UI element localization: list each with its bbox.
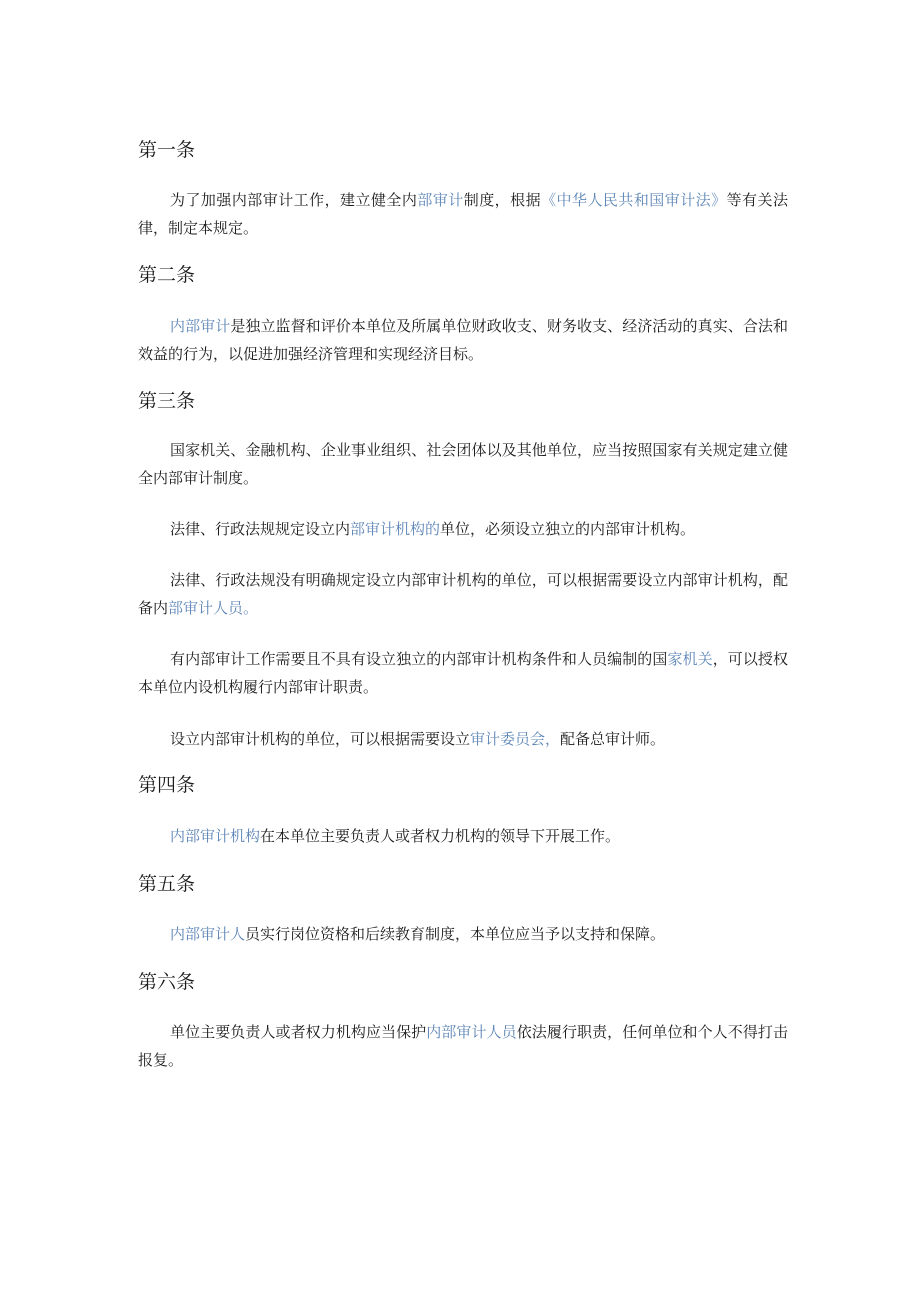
paragraph-text: 等有关法律，制定本规定。: [138, 191, 788, 237]
article-heading-2: 第二条: [138, 264, 196, 286]
paragraph-text: 单位，必须设立独立的内部审计机构。: [440, 520, 696, 538]
highlighted-term-link[interactable]: 《中华人民共和国审计法》: [541, 191, 727, 209]
article-1-paragraph-1: [138, 186, 788, 242]
paragraph-text: 国家机关、金融机构、企业事业组织、社会团体以及其他单位，应当按照国家有关规定建立健全内部审计制度。: [138, 441, 788, 487]
paragraph-text: 法律、行政法规规定设立内: [170, 520, 351, 538]
article-5-paragraph-1: [138, 920, 788, 948]
paragraph-text: 单位主要负责人或者权力机构应当保护: [170, 1023, 427, 1041]
article-2-paragraph-1: [138, 312, 788, 368]
article-3-paragraph-5: [138, 725, 788, 753]
paragraph-text: 在本单位主要负责人或者权力机构的领导下开展工作。: [260, 827, 621, 845]
article-3-paragraph-2: [138, 515, 788, 543]
article-heading-4: 第四条: [138, 774, 196, 796]
highlighted-term-link[interactable]: 家机关: [667, 650, 713, 668]
article-heading-3: 第三条: [138, 390, 196, 412]
paragraph-text: ，可以授权本单位内设机构履行内部审计职责。: [138, 650, 788, 696]
highlighted-term-link[interactable]: 内部审计人员: [426, 1023, 517, 1041]
highlighted-term-link[interactable]: 内部审计人: [170, 925, 246, 943]
paragraph-text: 有内部审计工作需要且不具有设立独立的内部审计机构条件和人员编制的国: [170, 650, 668, 668]
highlighted-term-link[interactable]: 部审计机构的: [350, 520, 441, 538]
article-heading-5: 第五条: [138, 873, 196, 895]
paragraph-text: 法律、行政法规没有明确规定设立内部审计机构的单位，可以根据需要设立内部审计机构，配备内: [138, 571, 788, 617]
paragraph-text: 依法履行职责，任何单位和个人不得打击报复。: [138, 1023, 788, 1069]
paragraph-text: 制度，根据: [463, 191, 542, 209]
article-3-paragraph-1: [138, 436, 788, 492]
highlighted-term-link[interactable]: 内部审计机构: [170, 827, 261, 845]
highlighted-term-link[interactable]: 内部审计: [170, 317, 231, 335]
paragraph-text: 设立内部审计机构的单位，可以根据需要设立: [170, 730, 471, 748]
article-6-paragraph-1: [138, 1018, 788, 1074]
article-heading-6: 第六条: [138, 971, 196, 993]
article-4-paragraph-1: [138, 822, 788, 850]
highlighted-term-link[interactable]: 部审计: [417, 191, 464, 209]
article-heading-1: 第一条: [138, 139, 196, 161]
article-3-paragraph-3: [138, 566, 788, 622]
paragraph-text: 配备总审计师。: [560, 730, 666, 748]
highlighted-term-link[interactable]: 部审计人员。: [168, 599, 259, 617]
paragraph-text: 是独立监督和评价本单位及所属单位财政收支、财务收支、经济活动的真实、合法和效益的行为，以促进加强经济管理和实现经济目标。: [138, 317, 788, 363]
article-3-paragraph-4: [138, 645, 788, 701]
paragraph-text: 为了加强内部审计工作，建立健全内: [170, 191, 418, 209]
paragraph-text: 员实行岗位资格和后续教育制度，本单位应当予以支持和保障。: [245, 925, 666, 943]
highlighted-term-link[interactable]: 审计委员会，: [470, 730, 561, 748]
